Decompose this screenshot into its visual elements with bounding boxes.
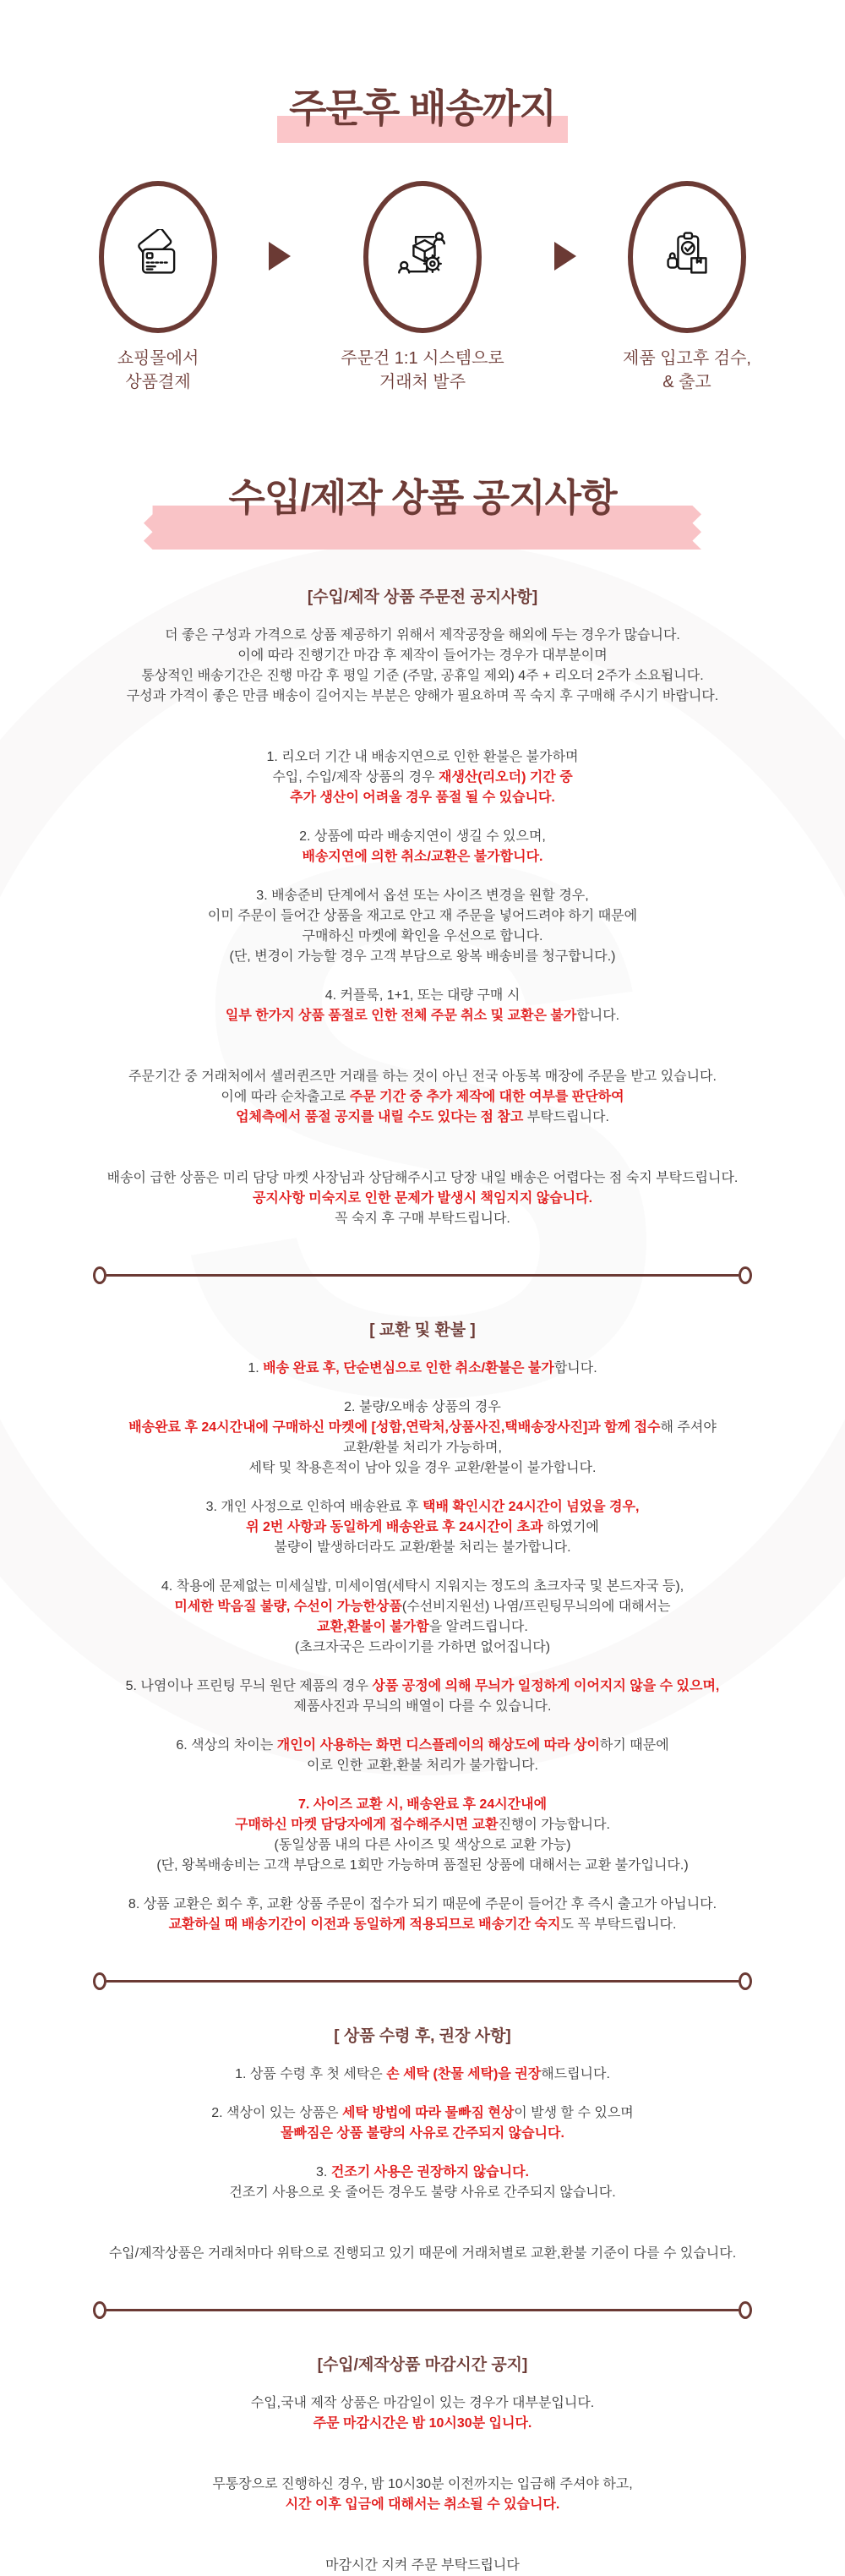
notice-flow [0,587,845,2576]
right-arrow-icon [554,242,576,271]
notice-line [34,1006,811,1026]
emphasis-text: 재생산(리오더) 기간 중 [439,770,573,785]
divider-ring-icon [739,1972,752,1990]
divider-line [106,1980,739,1983]
notice-line [34,1067,811,1087]
notice-line [34,986,811,1006]
notice-line [34,1108,811,1128]
notice-line [34,1795,811,1815]
notice-line [34,1756,811,1776]
notice-line [34,747,811,768]
body-text: 수입, 수입/제작 상품의 경우 [272,770,439,785]
notice-line [34,788,811,808]
notice-line [34,1189,811,1209]
body-text: 구성과 가격이 좋은 만큼 배송이 길어지는 부분은 양해가 필요하며 꼭 숙지 후 구매해 주시기 바랍니다. [126,689,719,703]
notice-line [34,1697,811,1717]
notice-line [34,1915,811,1935]
section-header: [ 교환 및 환불 ] [369,1321,476,1339]
notice-line [34,646,811,666]
body-text: 불량이 발생하더라도 교환/환불 처리는 불가합니다. [274,1540,571,1555]
emphasis-text: 배송지연에 의한 취소/교환은 불가합니다. [302,850,543,864]
body-text: 세탁 및 착용흔적이 남아 있을 경우 교환/환불이 불가합니다. [248,1461,597,1475]
notice-paragraph [34,2065,811,2085]
notice-paragraph [34,2103,811,2144]
body-text: 통상적인 배송기간은 진행 마감 후 평일 기준 (주말, 공휴일 제외) 4주 + 리오더 2주가 소요됩니다. [141,669,704,683]
notice-paragraph [34,2244,811,2264]
body-text: 1. 리오더 기간 내 배송지연으로 인한 환불은 불가하며 [266,750,579,764]
notice-line [34,1577,811,1597]
notice-line [34,847,811,867]
notice-paragraph [34,2393,811,2434]
notice-line [34,2556,811,2576]
body-text: 이에 따라 진행기간 마감 후 제작이 들어가는 경우가 대부분이며 [237,648,608,663]
emphasis-text: 배송 완료 후, 단순변심으로 인한 취소/환불은 불가 [263,1361,554,1376]
notice-title-wrap [0,467,845,551]
body-text: 4. 커플룩, 1+1, 또는 대량 구매 시 [324,988,521,1003]
divider-ring-icon [739,2301,752,2319]
notice-line [34,2103,811,2124]
order-system-icon [363,181,482,333]
emphasis-text: 공지사항 미숙지로 인한 문제가 발생시 책임지지 않습니다. [252,1191,593,1206]
body-text: (수선비지원선) 나염/프린팅무늬의에 대해서는 [401,1600,671,1614]
body-text: 부탁드립니다. [526,1110,609,1124]
notice-line [34,1835,811,1856]
notice-line [34,1676,811,1697]
notice-line [34,768,811,788]
emphasis-text: 구매하신 마켓 담당자에게 접수해주시면 교환 [235,1818,499,1832]
emphasis-text: 추가 생산이 어려울 경우 품절 될 수 있습니다. [290,790,555,805]
body-text: 2. 상품에 따라 배송지연이 생길 수 있으며, [299,829,546,844]
emphasis-text: 세탁 방법에 따라 물빠짐 현상 [342,2106,515,2120]
notice-paragraph [34,827,811,867]
notice-line [34,927,811,947]
emphasis-text: 교환하실 때 배송기간이 이전과 동일하게 적용되므로 배송기간 숙지 [168,1917,561,1932]
notice-line [34,1497,811,1518]
body-text: (동일상품 내의 다른 사이즈 및 색상으로 교환 가능) [274,1838,571,1852]
body-text: 1. [248,1361,264,1376]
right-arrow-icon [269,242,291,271]
body-text: 주문기간 중 거래처에서 셀러퀸즈만 거래를 하는 것이 아닌 전국 아동복 매장에 주문을 받고 있습니다. [128,1069,717,1084]
notice-line [34,1438,811,1458]
notice-line [34,2124,811,2144]
section-header: [ 상품 수령 후, 권장 사항] [334,2027,511,2045]
notice-line [34,1638,811,1658]
body-text: 진행이 가능합니다. [498,1818,610,1832]
notice-line [34,947,811,967]
step-label: 쇼핑몰에서 상품결제 [117,349,199,391]
notice-line [34,1736,811,1756]
divider-ring-icon [93,1266,106,1284]
body-text: 무통장으로 진행하신 경우, 밤 10시30분 이전까지는 입금해 주셔야 하고, [212,2477,633,2491]
page-title [0,0,845,134]
credit-card-icon [99,181,217,333]
body-text: 건조기 사용으로 옷 줄어든 경우도 불량 사유로 간주되지 않습니다. [229,2185,616,2200]
divider-ring-icon [93,1972,106,1990]
emphasis-text: 7. 사이즈 교환 시, 배송완료 후 24시간내에 [297,1797,548,1812]
process-step [52,181,264,394]
notice-line [34,886,811,906]
notice-line [34,1518,811,1538]
page-title-highlight: 주문후 배송까지 [277,86,568,143]
body-text: 을 알려드립니다. [428,1620,528,1634]
body-text: (초크자국은 드라이기를 가하면 없어집니다) [294,1640,551,1654]
body-text: 구매하신 마켓에 확인을 우선으로 합니다. [302,929,543,943]
body-text: 도 꼭 부탁드립니다. [560,1917,677,1932]
notice-line [34,1418,811,1438]
divider-ring-icon [739,1266,752,1284]
notice-line [34,1397,811,1418]
section-divider [93,2301,752,2319]
body-text: 3. 개인 사정으로 인하여 배송완료 후 [205,1500,422,1514]
step-label: 주문건 1:1 시스템으로 거래처 발주 [341,349,504,391]
notice-paragraph [34,1736,811,1776]
body-text: 마감시간 지켜 주문 부탁드립니다 [325,2558,520,2573]
body-text: 수입/제작상품은 거래처마다 위탁으로 진행되고 있기 때문에 거래처별로 교환,환불 기준이 다를 수 있습니다. [108,2246,737,2261]
process-step [296,181,549,394]
body-text: (단, 변경이 가능할 경우 고객 부담으로 왕복 배송비를 청구합니다.) [229,949,616,964]
emphasis-text: 개인이 사용하는 화면 디스플레이의 해상도에 따라 상이 [276,1738,600,1753]
notice-line [34,1895,811,1915]
body-text: 5. 나염이나 프린팅 무늬 원단 제품의 경우 [125,1679,373,1693]
notice-paragraph [34,1397,811,1479]
body-text: 제품사진과 무늬의 배열이 다를 수 있습니다. [293,1699,552,1714]
notice-line [34,1538,811,1558]
notice-paragraph [34,747,811,808]
emphasis-text: 일부 한가지 상품 품절로 인한 전체 주문 취소 및 교환은 불가 [225,1009,577,1023]
notice-line [34,1458,811,1479]
emphasis-text: 주문 기간 중 추가 제작에 대한 여부를 판단하여 [349,1090,624,1104]
notice-line [34,2414,811,2434]
body-text: 하였기에 [542,1520,599,1534]
notice-line [34,2183,811,2203]
body-text: 더 좋은 구성과 가격으로 상품 제공하기 위해서 제작공장을 해외에 두는 경우가 많습니다. [165,628,680,643]
body-text: 4. 착용에 문제없는 미세실밥, 미세이염(세탁시 지워지는 정도의 초크자국 및 본드자국 등), [161,1579,684,1594]
notice-line [34,1597,811,1617]
body-text: 합니다. [553,1361,597,1376]
notice-line [34,1617,811,1638]
notice-line [34,1168,811,1189]
notice-paragraph [34,1067,811,1128]
notice-paragraph [34,1168,811,1229]
notice-paragraph [34,1795,811,1876]
notice-paragraph [34,1577,811,1658]
notice-line [34,2475,811,2495]
body-text: 해 주셔야 [660,1420,717,1435]
notice-paragraph [34,2475,811,2515]
emphasis-text: 시간 이후 입금에 대해서는 취소될 수 있습니다. [285,2497,560,2512]
section-divider [93,1972,752,1990]
notice-line [34,1209,811,1229]
body-text: 교환/환불 처리가 가능하며, [343,1441,502,1455]
section-header: [수입/제작 상품 주문전 공지사항] [307,588,538,606]
emphasis-text: 건조기 사용은 권장하지 않습니다. [330,2165,529,2179]
notice-line [34,1087,811,1108]
notice-paragraph [34,886,811,967]
notice-paragraph [34,1359,811,1379]
emphasis-text: 물빠짐은 상품 불량의 사유로 간주되지 않습니다. [281,2126,564,2141]
step-label: 제품 입고후 검수, & 출고 [623,349,751,391]
body-text: 3. 배송준비 단계에서 옵션 또는 사이즈 변경을 원할 경우, [256,889,589,903]
body-text: 이미 주문이 들어간 상품을 재고로 안고 재 주문을 넣어드려야 하기 때문에 [207,909,638,923]
body-text: 합니다. [576,1009,620,1023]
divider-ring-icon [93,2301,106,2319]
notice-paragraph [34,986,811,1026]
emphasis-text: 주문 마감시간은 밤 10시30분 입니다. [313,2416,532,2431]
body-text: 3. [316,2165,331,2179]
notice-paragraph [34,1676,811,1717]
notice-paragraph [34,1895,811,1935]
divider-line [106,1274,739,1277]
body-text: (단, 왕복배송비는 고객 부담으로 1회만 가능하며 품절된 상품에 대해서는 교환 불가입니다.) [156,1858,689,1873]
emphasis-text: 미세한 박음질 불량, 수선이 가능한상품 [174,1600,402,1614]
notice-paragraph [34,2163,811,2203]
section-divider [93,1266,752,1284]
notice-line [34,2065,811,2085]
notice-title: 수입/제작 상품 공지사항 [228,476,617,519]
notice-line [34,2163,811,2183]
body-text: 1. 상품 수령 후 첫 세탁은 [235,2067,387,2081]
notice-line [34,827,811,847]
body-text: 해드립니다. [541,2067,610,2081]
notice-line [34,1359,811,1379]
emphasis-text: 배송완료 후 24시간내에 구매하신 마켓에 [성함,연락처,상품사진,택배송장사진]과 함께 접수 [128,1420,661,1435]
emphasis-text: 교환,환불이 불가함 [317,1620,429,1634]
emphasis-text: 업체측에서 품절 공지를 내릴 수도 있다는 점 참고 [236,1110,527,1124]
body-text: 6. 색상의 차이는 [176,1738,277,1753]
section-header: [수입/제작상품 마감시간 공지] [317,2356,528,2374]
emphasis-text: 택배 확인시간 24시간이 넘었을 경우, [422,1500,640,1514]
notice-line [34,2244,811,2264]
notice-line [34,906,811,927]
notice-line [34,1815,811,1835]
body-text: 이로 인한 교환,환불 처리가 불가합니다. [307,1758,538,1773]
notice-line [34,626,811,646]
body-text: 2. 불량/오배송 상품의 경우 [344,1400,501,1414]
emphasis-text: 손 세탁 (찬물 세탁)을 권장 [386,2067,542,2081]
notice-paragraph [34,1497,811,1558]
body-text: 꼭 숙지 후 구매 부탁드립니다. [335,1211,510,1226]
body-text: 이에 따라 순차출고로 [221,1090,350,1104]
notice-line [34,1856,811,1876]
body-text: 하기 때문에 [599,1738,669,1753]
notice-paragraph [34,2556,811,2576]
notice-line [34,666,811,686]
notice-line [34,2495,811,2515]
divider-line [106,2309,739,2311]
emphasis-text: 위 2번 사항과 동일하게 배송완료 후 24시간이 초과 [246,1520,543,1534]
body-text: 수입,국내 제작 상품은 마감일이 있는 경우가 대부분입니다. [250,2396,595,2410]
emphasis-text: 상품 공정에 의해 무늬가 일정하게 이어지지 않을 수 있으며, [372,1679,720,1693]
notice-line [34,2393,811,2414]
body-text: 2. 색상이 있는 상품은 [211,2106,343,2120]
notice-line [34,686,811,707]
notice-paragraph [34,626,811,707]
body-text: 8. 상품 교환은 회수 후, 교환 상품 주문이 접수가 되기 때문에 주문이 들어간 후 즉시 출고가 아닙니다. [128,1897,717,1911]
process-step [581,181,793,394]
body-text: 이 발생 할 수 있으며 [514,2106,634,2120]
order-process-steps [0,181,845,394]
inspection-shipping-icon [628,181,746,333]
body-text: 배송이 급한 상품은 미리 담당 마켓 사장님과 상담해주시고 당장 내일 배송은 어렵다는 점 숙지 부탁드립니다. [106,1171,739,1185]
